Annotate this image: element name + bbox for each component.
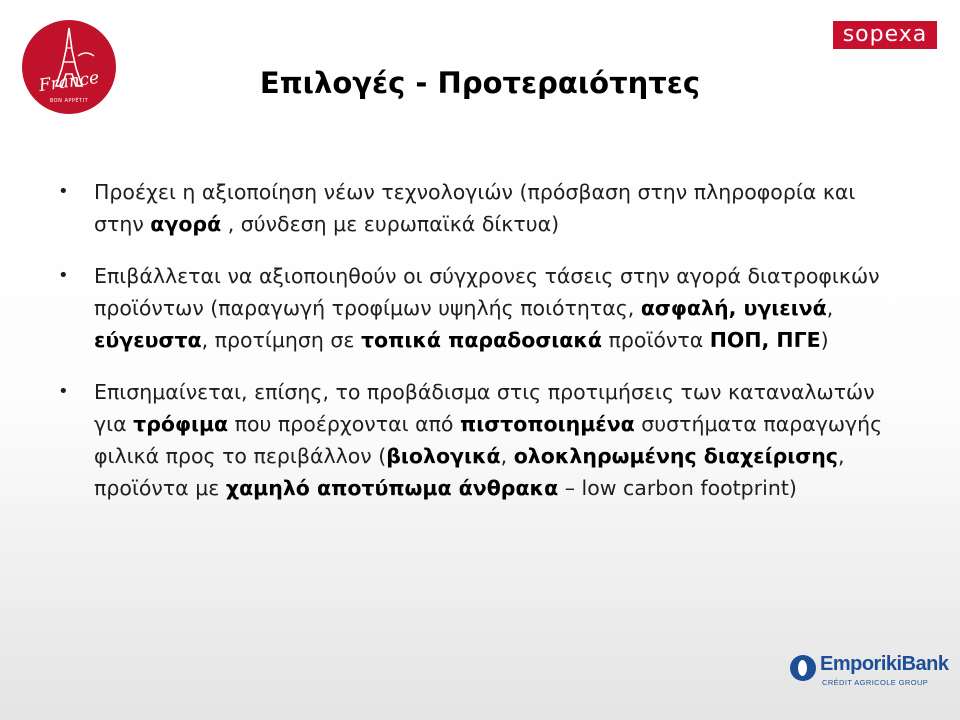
- bullet-list: [56, 176, 906, 524]
- bullet-bold-text: αγορά: [150, 212, 222, 236]
- bullet-bold-text: ασφαλή, υγιεινά: [640, 296, 827, 320]
- bullet-text: συστήματα παραγωγής φιλικά προς το περιβάλλον (: [94, 412, 883, 468]
- bullet-text: , προτίμηση σε: [201, 328, 361, 352]
- bullet-text: Επισημαίνεται, επίσης, το προβάδισμα στις προτιμήσεις των καταναλωτών για: [94, 380, 875, 436]
- bullet-dot-icon: •: [58, 381, 69, 402]
- bullet-bold-text: εύγευστα: [94, 328, 202, 352]
- emporiki-subtitle: CRÉDIT AGRICOLE GROUP: [822, 678, 929, 687]
- bullet-text: προϊόντα: [602, 328, 710, 352]
- bullet-bold-text: ΠΟΠ, ΠΓΕ: [709, 328, 821, 352]
- bullet-dot-icon: •: [58, 181, 69, 202]
- bullet-dot-icon: •: [58, 265, 69, 286]
- bullet-text: , σύνδεση με ευρωπαϊκά δίκτυα): [221, 212, 560, 236]
- bullet-bold-text: χαμηλό αποτύπωμα άνθρακα: [225, 476, 559, 500]
- bullet-text: ,: [500, 444, 514, 468]
- bullet-text: Προέχει η αξιοποίηση νέων τεχνολογιών (πρόσβαση στην πληροφορία και στην: [94, 180, 856, 236]
- slide-title: Επιλογές - Προτεραιότητες: [259, 66, 701, 100]
- emporiki-mark-icon: [790, 655, 816, 681]
- emporiki-bank-logo: [790, 653, 949, 695]
- bullet-item: [56, 176, 906, 240]
- logo-tagline: BON APPÉTIT: [49, 98, 89, 104]
- bullet-bold-text: τοπικά παραδοσιακά: [360, 328, 603, 352]
- bullet-item: [56, 260, 906, 356]
- bullet-text: που προέρχονται από: [228, 412, 460, 436]
- bullet-text: ): [820, 328, 829, 352]
- sopexa-logo: sopexa: [833, 21, 937, 49]
- bullet-text: , προϊόντα με: [94, 444, 845, 500]
- bullet-bold-text: πιστοποιημένα: [459, 412, 635, 436]
- bullet-text: – low carbon footprint): [558, 476, 797, 500]
- bullet-text: Επιβάλλεται να αξιοποιηθούν οι σύγχρονες τάσεις στην αγορά διατροφικών προϊόντων (παραγωγή τροφίμων υψηλής ποιότητας,: [94, 264, 880, 320]
- bullet-item: [56, 376, 906, 504]
- logo-script-text: France: [37, 67, 101, 97]
- emporiki-name: EmporikiBank: [820, 653, 949, 675]
- bullet-bold-text: βιολογικά: [386, 444, 501, 468]
- bullet-text: ,: [826, 296, 834, 320]
- bullet-bold-text: ολοκληρωμένης διαχείρισης: [513, 444, 838, 468]
- bullet-bold-text: τρόφιμα: [133, 412, 229, 436]
